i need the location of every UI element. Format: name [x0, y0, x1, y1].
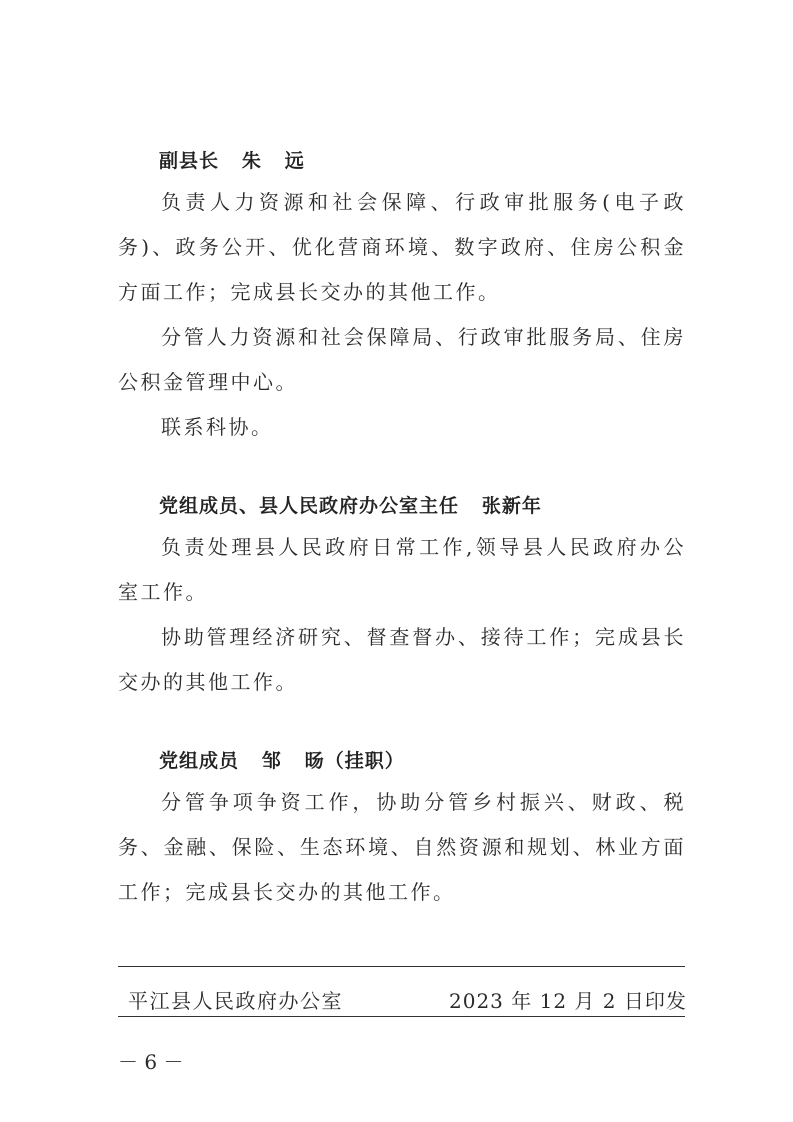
section-paragraph: 分管人力资源和社会保障局、行政审批服务局、住房公积金管理中心。: [118, 325, 686, 394]
section-heading-zhu-yuan: 副县长 朱 远: [159, 150, 305, 172]
section-paragraph: 联系科协。: [161, 415, 274, 439]
page-number: － 6 －: [118, 1050, 184, 1074]
section-paragraph: 负责人力资源和社会保障、行政审批服务(电子政务)、政务公开、优化营商环境、数字政府、住房公积金方面工作；完成县长交办的其他工作。: [118, 190, 686, 304]
issuer-name: 平江县人民政府办公室: [128, 989, 343, 1013]
section-heading-zhang-xinnian: 党组成员、县人民政府办公室主任 张新年: [159, 495, 542, 517]
section-heading-zou-yang: 党组成员 邹 旸（挂职）: [159, 750, 405, 772]
section-paragraph: 负责处理县人民政府日常工作,领导县人民政府办公室工作。: [118, 535, 686, 604]
footer-rule-bottom: [118, 1016, 685, 1017]
issue-date: 2023 年 12 月 2 日印发: [449, 989, 687, 1013]
section-paragraph: 协助管理经济研究、督查督办、接待工作；完成县长交办的其他工作。: [118, 625, 686, 694]
section-paragraph: 分管争项争资工作，协助分管乡村振兴、财政、税务、金融、保险、生态环境、自然资源和规划、林业方面工作；完成县长交办的其他工作。: [118, 790, 686, 904]
footer-rule-top: [118, 966, 685, 967]
